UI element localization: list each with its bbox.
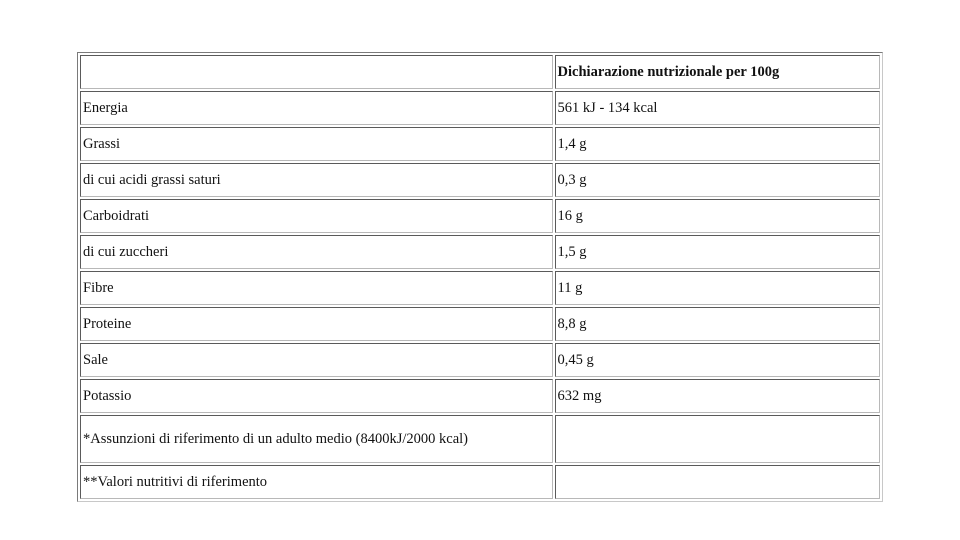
row-value: 11 g: [555, 271, 880, 305]
table-row: [80, 199, 880, 233]
row-label: Fibre: [80, 271, 553, 305]
header-value-cell: Dichiarazione nutrizionale per 100g: [555, 55, 880, 89]
footnote-value: [555, 415, 880, 463]
table-header-row: [80, 55, 880, 89]
row-value: 0,45 g: [555, 343, 880, 377]
row-value: 16 g: [555, 199, 880, 233]
row-label: Proteine: [80, 307, 553, 341]
table-row: [80, 415, 880, 463]
header-label-cell: [80, 55, 553, 89]
row-value: 0,3 g: [555, 163, 880, 197]
row-label: Energia: [80, 91, 553, 125]
row-label: Carboidrati: [80, 199, 553, 233]
row-value: 8,8 g: [555, 307, 880, 341]
table-row: [80, 127, 880, 161]
row-label: di cui acidi grassi saturi: [80, 163, 553, 197]
table-row: [80, 379, 880, 413]
row-label: Potassio: [80, 379, 553, 413]
table-row: [80, 465, 880, 499]
footnote-label: **Valori nutritivi di riferimento: [80, 465, 553, 499]
table-row: [80, 91, 880, 125]
row-label: Sale: [80, 343, 553, 377]
table-row: [80, 343, 880, 377]
table-row: [80, 271, 880, 305]
footnote-label: *Assunzioni di riferimento di un adulto medio (8400kJ/2000 kcal): [80, 415, 553, 463]
row-value: 561 kJ - 134 kcal: [555, 91, 880, 125]
table-row: [80, 307, 880, 341]
row-label: Grassi: [80, 127, 553, 161]
row-value: 1,5 g: [555, 235, 880, 269]
footnote-value: [555, 465, 880, 499]
nutrition-table: [77, 52, 883, 502]
row-value: 632 mg: [555, 379, 880, 413]
row-value: 1,4 g: [555, 127, 880, 161]
table-row: [80, 163, 880, 197]
row-label: di cui zuccheri: [80, 235, 553, 269]
table-row: [80, 235, 880, 269]
